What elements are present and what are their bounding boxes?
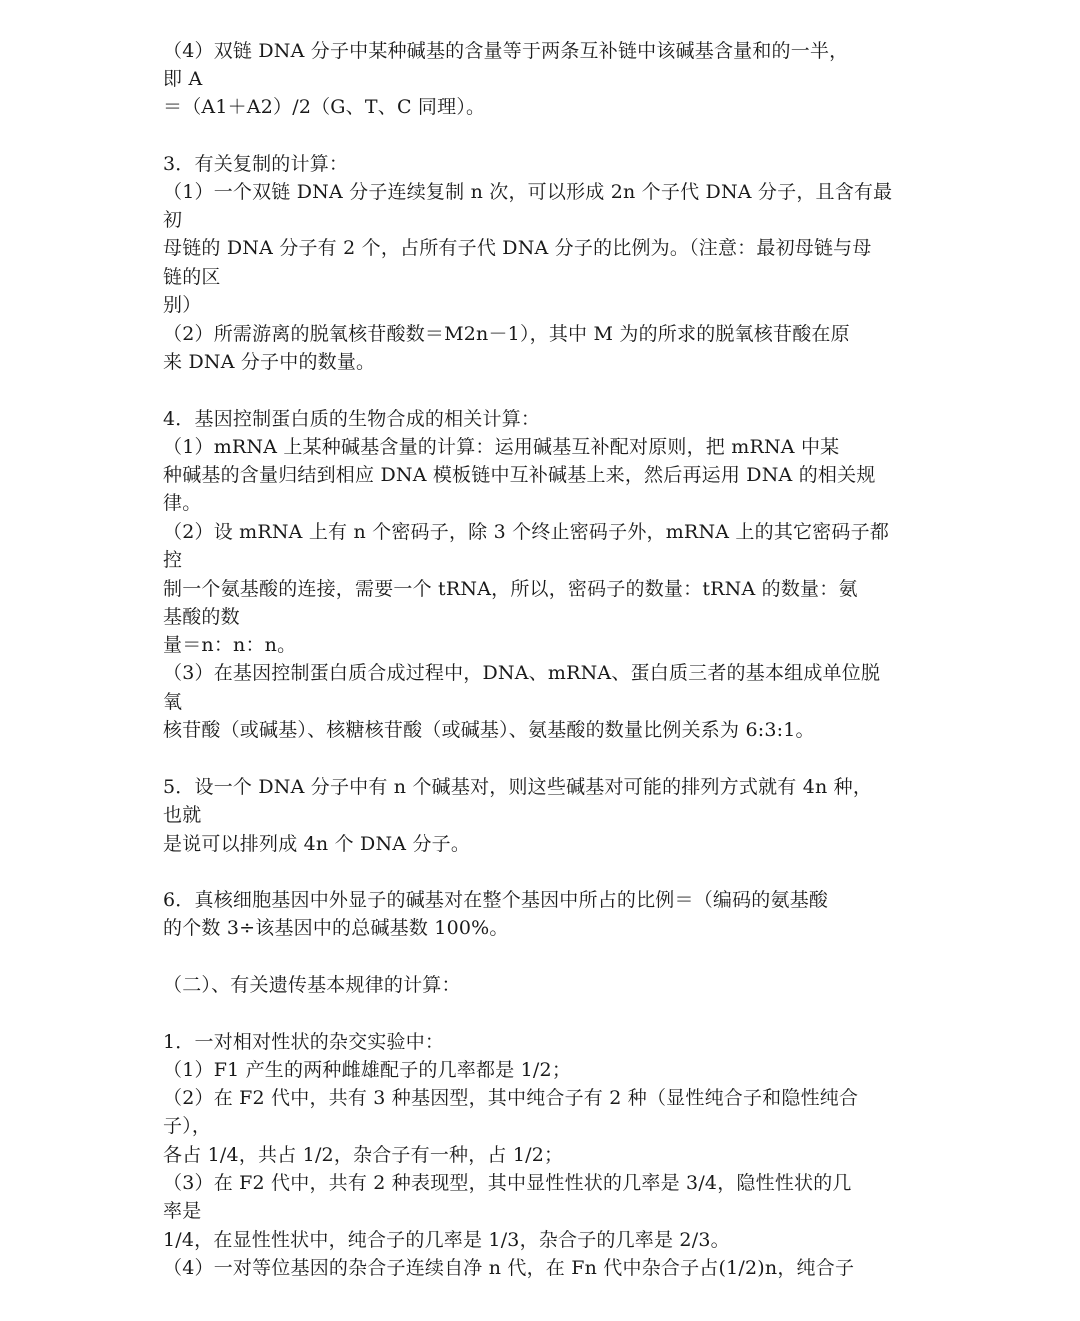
text-line: ＝（A1＋A2）/2（G、T、C 同理）。 — [163, 96, 486, 118]
text-line: 核苷酸（或碱基）、核糖核苷酸（或碱基）、氨基酸的数量比例关系为 6:3:1。 — [163, 719, 815, 741]
text-line: （3）在 F2 代中，共有 2 种表现型，其中显性性状的几率是 3/4，隐性性状的几 — [163, 1172, 852, 1194]
text-line: （4）一对等位基因的杂合子连续自净 n 代，在 Fn 代中杂合子占(1/2)n，纯合子 — [163, 1257, 855, 1279]
text-line: 母链的 DNA 分子有 2 个，占所有子代 DNA 分子的比例为。（注意：最初母链与母 — [163, 237, 872, 259]
text-line: 别） — [163, 294, 202, 316]
text-line: 控 — [163, 549, 183, 571]
section-heading: 1．一对相对性状的杂交实验中： — [163, 1031, 445, 1053]
text-line: （4）双链 DNA 分子中某种碱基的含量等于两条互补链中该碱基含量和的一半， — [163, 40, 849, 62]
text-line: 初 — [163, 209, 183, 231]
text-line: 是说可以排列成 4n 个 DNA 分子。 — [163, 833, 471, 855]
section-heading: （二）、有关遗传基本规律的计算： — [163, 974, 461, 996]
text-line: （1）mRNA 上某种碱基含量的计算：运用碱基互补配对原则，把 mRNA 中某 — [163, 436, 840, 458]
text-line: 各占 1/4，共占 1/2，杂合子有一种，占 1/2； — [163, 1144, 564, 1166]
section-heading: 5．设一个 DNA 分子中有 n 个碱基对，则这些碱基对可能的排列方式就有 4n 种， — [163, 776, 873, 798]
text-line: （2）所需游离的脱氧核苷酸数＝M2n－1），其中 M 为的所求的脱氧核苷酸在原 — [163, 323, 850, 345]
text-line: （2）设 mRNA 上有 n 个密码子，除 3 个终止密码子外，mRNA 上的其它密码子都 — [163, 521, 890, 543]
text-line: （1）一个双链 DNA 分子连续复制 n 次，可以形成 2n 个子代 DNA 分子，且含有最 — [163, 181, 893, 203]
text-line: 的个数 3÷该基因中的总碱基数 100%。 — [163, 917, 509, 939]
text-line: （1）F1 产生的两种雌雄配子的几率都是 1/2； — [163, 1059, 572, 1081]
text-line: 氧 — [163, 691, 183, 713]
text-line: 来 DNA 分子中的数量。 — [163, 351, 376, 373]
text-line: 链的区 — [163, 266, 221, 288]
text-line: 1/4，在显性性状中，纯合子的几率是 1/3，杂合子的几率是 2/3。 — [163, 1229, 730, 1251]
text-line: 量＝n：n：n。 — [163, 634, 297, 656]
text-line: 也就 — [163, 804, 202, 826]
section-heading: 6．真核细胞基因中外显子的碱基对在整个基因中所占的比例＝（编码的氨基酸 — [163, 889, 829, 911]
text-line: 子）， — [163, 1115, 212, 1137]
text-line: （3）在基因控制蛋白质合成过程中，DNA、mRNA、蛋白质三者的基本组成单位脱 — [163, 662, 881, 684]
text-line: （2）在 F2 代中，共有 3 种基因型，其中纯合子有 2 种（显性纯合子和隐性纯合 — [163, 1087, 859, 1109]
text-line: 种碱基的含量归结到相应 DNA 模板链中互补碱基上来，然后再运用 DNA 的相关规 — [163, 464, 876, 486]
text-line: 即 A — [163, 68, 203, 90]
text-line: 律。 — [163, 492, 202, 514]
text-line: 率是 — [163, 1200, 202, 1222]
section-heading: 3．有关复制的计算： — [163, 153, 349, 175]
section-heading: 4．基因控制蛋白质的生物合成的相关计算： — [163, 408, 541, 430]
text-line: 制一个氨基酸的连接，需要一个 tRNA，所以，密码子的数量：tRNA 的数量：氨 — [163, 578, 858, 600]
text-line: 基酸的数 — [163, 606, 240, 628]
